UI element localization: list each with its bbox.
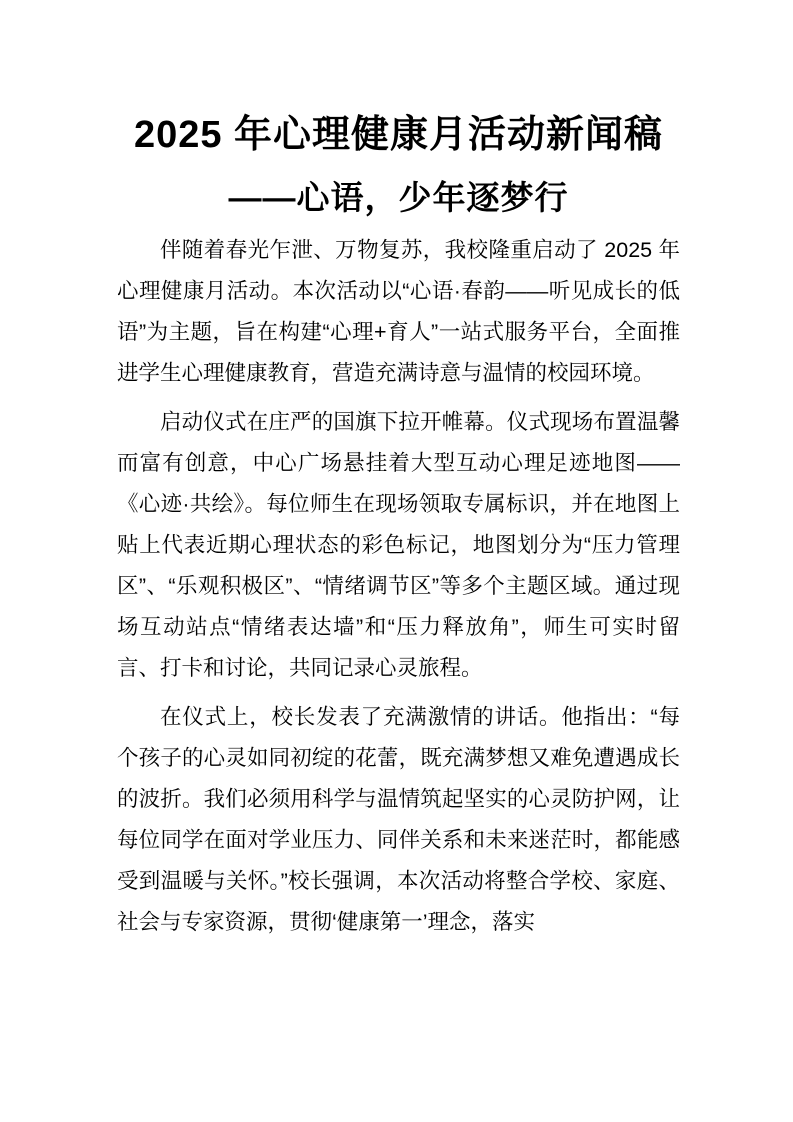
document-title: 2025 年心理健康月活动新闻稿 (133, 114, 664, 156)
paragraph-activity-intro: 伴随着春光乍泄、万物复苏，我校隆重启动了 2025 年心理健康月活动。本次活动以“心语·春韵——听见成长的低语”为主题，旨在构建“心理+育人”一站式服务平台，全面推进学生心理健康教育，营造充满诗意与温情的校园环境。 (117, 238, 680, 385)
paragraph-principal-speech: 在仪式上，校长发表了充满激情的讲话。他指出：“每个孩子的心灵如同初绽的花蕾，既充满梦想又难免遭遇成长的波折。我们必须用科学与温情筑起坚实的心灵防护网，让每位同学在面对学业压力、同伴关系和未来迷茫时，都能感受到温暖与关怀。”校长强调，本次活动将整合学校、家庭、社会与专家资源，贯彻‘健康第一’理念，落实 (117, 705, 680, 934)
document-subtitle: ——心语，少年逐梦行 (228, 179, 569, 216)
paragraph-launch-ceremony: 启动仪式在庄严的国旗下拉开帷幕。仪式现场布置温馨而富有创意，中心广场悬挂着大型互动心理足迹地图——《心迹·共绘》。每位师生在现场领取专属标识，并在地图上贴上代表近期心理状态的彩色标记，地图划分为“压力管理区”、“乐观积极区”、“情绪调节区”等多个主题区域。通过现场互动站点“情绪表达墙”和“压力释放角”，师生可实时留言、打卡和讨论，共同记录心灵旅程。 (117, 410, 680, 680)
document-body (117, 230, 680, 943)
